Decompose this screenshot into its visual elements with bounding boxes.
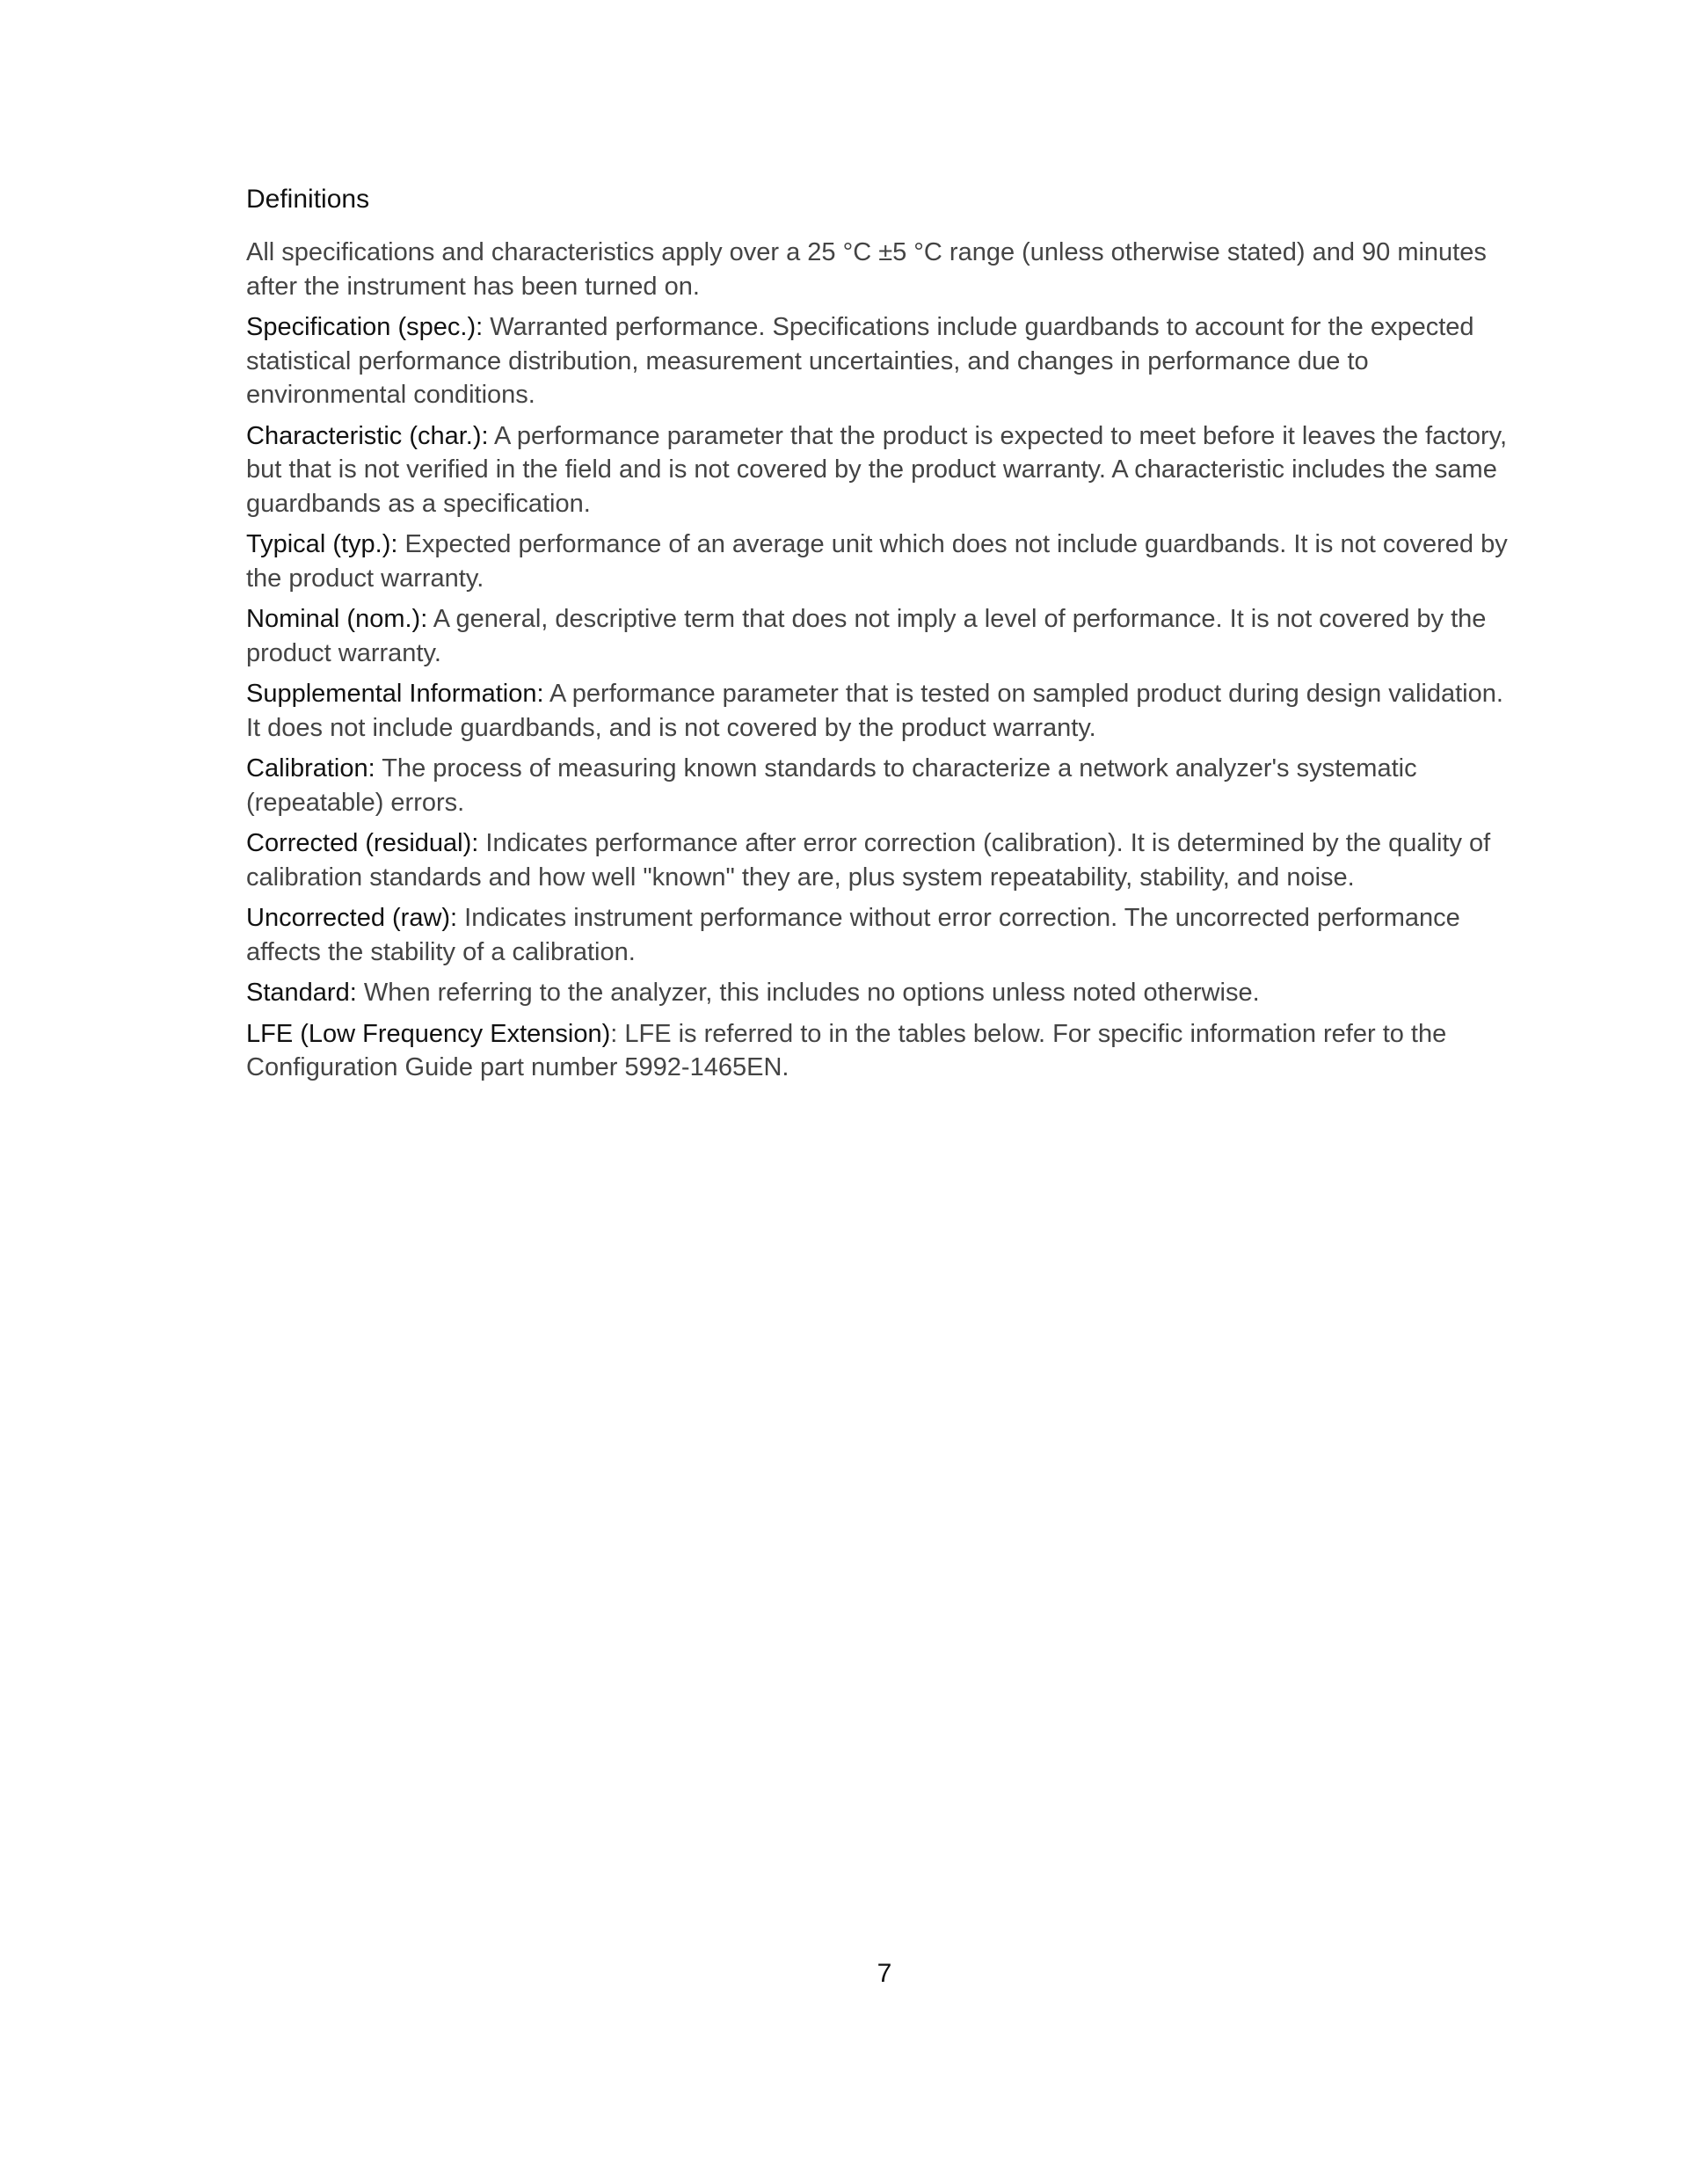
definition-text: Indicates instrument performance without error correction. The uncorrected performance affects the stability of a calibration.	[246, 904, 1460, 966]
definition-corrected	[246, 826, 1512, 894]
definition-text: Warranted performance. Specifications include guardbands to account for the expected statistical performance distribution, measurement uncertainties, and changes in performance due to environmental conditions.	[246, 313, 1474, 409]
definition-term: LFE (Low Frequency Extension)	[246, 1019, 611, 1048]
definition-supplemental-information	[246, 677, 1512, 745]
definition-term: Typical (typ.):	[246, 530, 398, 558]
definition-term: Calibration:	[246, 754, 375, 783]
definition-term: Supplemental Information:	[246, 680, 544, 708]
definition-term: Uncorrected (raw):	[246, 904, 458, 932]
definition-text: When referring to the analyzer, this includes no options unless noted otherwise.	[356, 979, 1260, 1007]
definition-text: A performance parameter that the product is expected to meet before it leaves the factory, but that is not verified in the field and is not covered by the product warranty. A characteristic includes the same guardbands as a specification.	[246, 421, 1508, 518]
definition-term: Corrected (residual):	[246, 829, 479, 857]
definition-term: Standard:	[246, 979, 357, 1007]
definition-nominal	[246, 602, 1512, 670]
intro-paragraph: All specifications and characteristics apply over a 25 °C ±5 °C range (unless otherwise stated) and 90 minutes after the instrument has been turned on.	[246, 238, 1487, 301]
definition-uncorrected	[246, 901, 1512, 969]
definition-term: Nominal (nom.):	[246, 605, 428, 633]
definition-standard	[246, 976, 1512, 1010]
definition-text: A performance parameter that is tested on sampled product during design validation. It does not include guardbands, and is not covered by the product warranty.	[246, 680, 1503, 742]
definition-text: A general, descriptive term that does not imply a level of performance. It is not covered by the product warranty.	[246, 605, 1487, 667]
page-number: 7	[877, 1959, 892, 1988]
definition-specification	[246, 310, 1512, 412]
definition-lfe	[246, 1017, 1512, 1085]
definition-text: The process of measuring known standards to characterize a network analyzer's systematic (repeatable) errors.	[246, 754, 1417, 817]
definition-text: : LFE is referred to in the tables below. For specific information refer to the Configuration Guide part number 5992-1465EN.	[246, 1019, 1447, 1081]
definition-term: Specification (spec.):	[246, 313, 484, 341]
definition-typical	[246, 528, 1512, 595]
definitions-section	[246, 183, 1512, 1092]
definition-term: Characteristic (char.):	[246, 421, 489, 450]
section-heading: Definitions	[246, 185, 370, 214]
definition-calibration	[246, 752, 1512, 819]
definition-text: Indicates performance after error correction (calibration). It is determined by the quality of calibration standards and how well "known" they are, plus system repeatability, stability, and noise.	[246, 829, 1491, 892]
definition-text: Expected performance of an average unit which does not include guardbands. It is not covered by the product warranty.	[246, 530, 1508, 593]
definition-characteristic	[246, 419, 1512, 521]
